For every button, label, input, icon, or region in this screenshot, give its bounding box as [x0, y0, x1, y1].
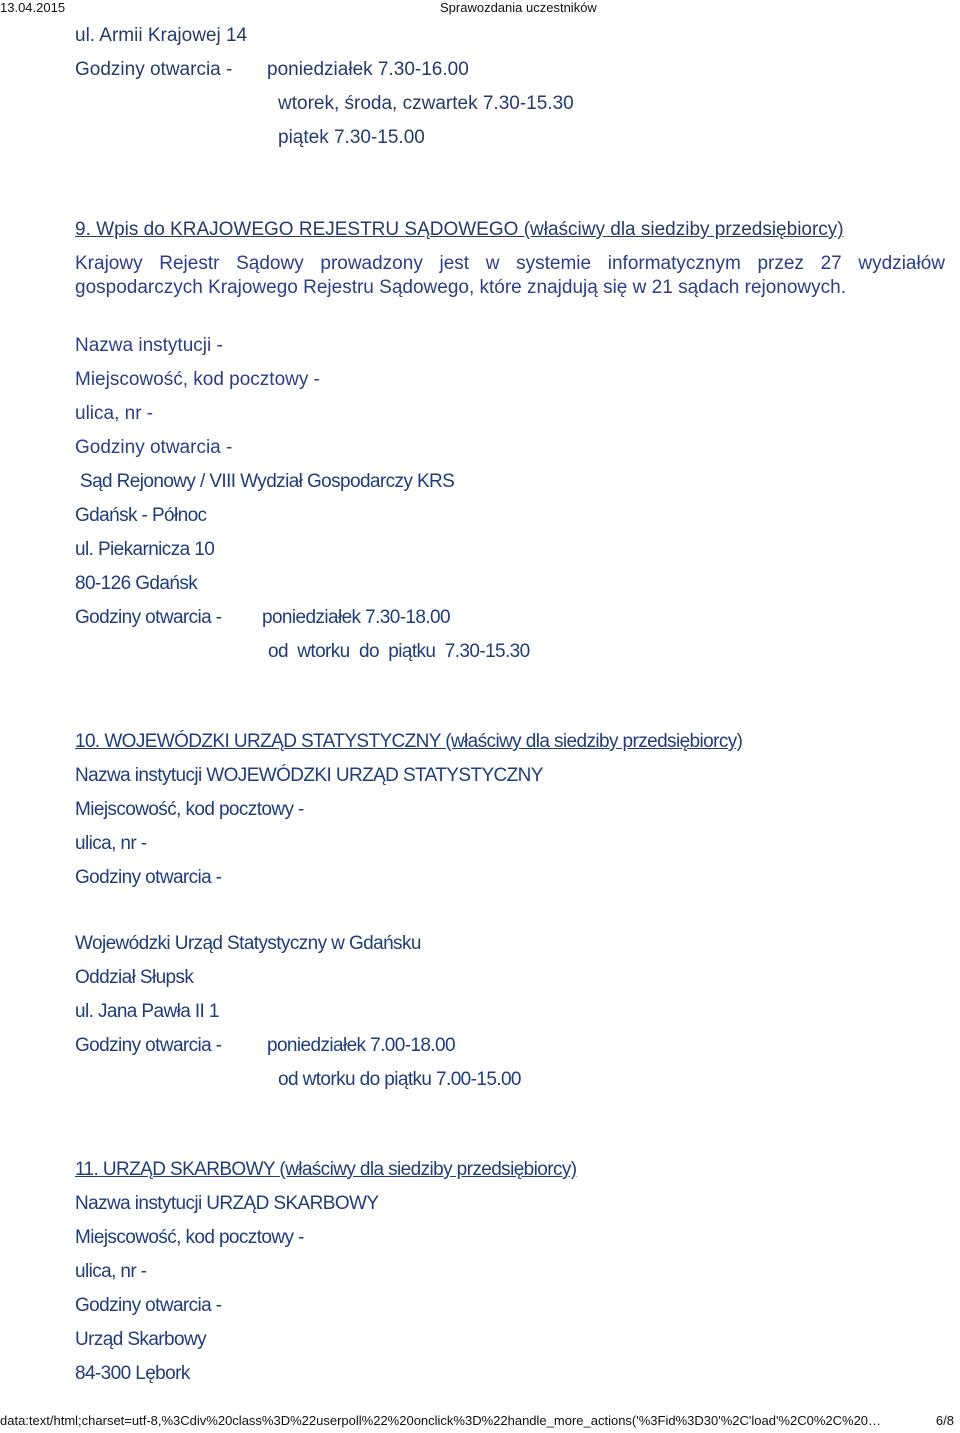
section-9-label-hours: Godziny otwarcia -: [75, 437, 233, 458]
section-9-title: Wpis do KRAJOWEGO REJESTRU SĄDOWEGO (właściwy dla siedziby przedsiębiorcy): [96, 219, 844, 240]
section-10-label-city: Miejscowość, kod pocztowy -: [75, 799, 304, 820]
section-11-title: URZĄD SKARBOWY (właściwy dla siedziby przedsiębiorcy): [102, 1159, 577, 1180]
top-hours-label: Godziny otwarcia -: [75, 59, 233, 80]
print-page-number: 6/8: [935, 1413, 954, 1428]
print-url: data:text/html;charset=utf-8,%3Cdiv%20class%3D%22userpoll%22%20onclick%3D%22handle_more_actions('%3Fid%3D30'%2C'load'%2C0%2C%20…: [0, 1413, 882, 1428]
section-11-city: 84-300 Lębork: [75, 1363, 190, 1384]
top-hours-tue-thu: wtorek, środa, czwartek 7.30-15.30: [278, 93, 574, 114]
section-10-title: WOJEWÓDZKI URZĄD STATYSTYCZNY (właściwy dla siedziby przedsiębiorcy): [104, 731, 743, 752]
section-9-city: 80-126 Gdańsk: [75, 573, 198, 594]
section-9-district: Gdańsk - Północ: [75, 505, 207, 526]
section-9-label-name: Nazwa instytucji -: [75, 335, 223, 356]
section-9-heading: [75, 218, 844, 242]
section-11-label-city: Miejscowość, kod pocztowy -: [75, 1227, 304, 1248]
section-11-number: 11.: [75, 1159, 99, 1180]
section-9-institution: Sąd Rejonowy / VIII Wydział Gospodarczy KRS: [80, 471, 455, 492]
section-10-branch: Oddział Słupsk: [75, 967, 194, 988]
section-10-institution: Wojewódzki Urząd Statystyczny w Gdańsku: [75, 933, 421, 954]
section-9-number: 9.: [75, 219, 91, 240]
section-10-street: ul. Jana Pawła II 1: [75, 1001, 219, 1022]
print-title: Sprawozdania uczestników: [440, 0, 597, 15]
section-11-label-street: ulica, nr -: [75, 1261, 147, 1282]
section-10-hours-label: Godziny otwarcia -: [75, 1035, 222, 1056]
top-hours-friday: piątek 7.30-15.00: [278, 127, 425, 148]
section-9-street: ul. Piekarnicza 10: [75, 539, 215, 560]
section-9-hours-label: Godziny otwarcia -: [75, 607, 222, 628]
section-10-label-hours: Godziny otwarcia -: [75, 867, 222, 888]
section-9-label-street: ulica, nr -: [75, 403, 154, 424]
section-11-label-name: Nazwa instytucji URZĄD SKARBOWY: [75, 1193, 379, 1214]
section-10-label-name: Nazwa instytucji WOJEWÓDZKI URZĄD STATYSTYCZNY: [75, 765, 543, 786]
section-10-number: 10.: [75, 731, 100, 752]
section-10-heading: [75, 730, 742, 754]
top-hours-monday: poniedziałek 7.30-16.00: [267, 59, 469, 80]
section-11-institution: Urząd Skarbowy: [75, 1329, 206, 1350]
section-10-hours-tue-fri: od wtorku do piątku 7.00-15.00: [278, 1069, 521, 1090]
top-street: ul. Armii Krajowej 14: [75, 25, 248, 46]
section-9-hours-tue-fri: od wtorku do piątku 7.30-15.30: [268, 641, 530, 662]
print-date: 13.04.2015: [0, 0, 66, 15]
section-9-hours-monday: poniedziałek 7.30-18.00: [262, 607, 450, 628]
section-9-paragraph: Krajowy Rejestr Sądowy prowadzony jest w systemie informatycznym przez 27 wydziałów gospodarczych Krajowego Rejestru Sądowego, które znajdują się w 21 sądach rejonowych.: [75, 253, 945, 298]
section-11-label-hours: Godziny otwarcia -: [75, 1295, 222, 1316]
section-9-label-city: Miejscowość, kod pocztowy -: [75, 369, 320, 390]
section-10-label-street: ulica, nr -: [75, 833, 147, 854]
section-10-hours-monday: poniedziałek 7.00-18.00: [267, 1035, 455, 1056]
section-11-heading: [75, 1158, 576, 1182]
